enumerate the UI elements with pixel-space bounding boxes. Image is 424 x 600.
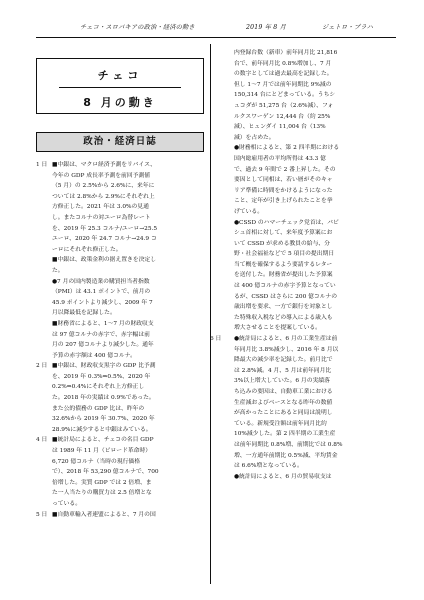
text-line	[36, 245, 206, 256]
text-line	[216, 186, 400, 197]
title-month: 8 月の動き	[83, 96, 157, 109]
text-line	[216, 122, 400, 133]
entry-text: リア準備に時間をかけるようになった	[234, 187, 333, 194]
entry-text: で、過去 9 年間で 2 番上昇した。その	[234, 166, 336, 173]
text-line	[216, 80, 400, 91]
entry-text: を、2019 年 25.3 コルナ/ユーロ→25.5	[52, 225, 158, 232]
text-line	[216, 239, 400, 250]
text-line	[216, 292, 400, 303]
entry-date: 1 日	[36, 162, 48, 168]
entry-text: 10%減少した。第 2 四半期の工業生産	[234, 431, 336, 438]
left-column	[36, 160, 206, 520]
text-line	[36, 266, 206, 277]
entry-text: ■中銀は、財政収支黒字の GDP 比予測	[52, 363, 156, 370]
text-line	[36, 308, 206, 319]
text-line	[36, 488, 206, 499]
text-line	[36, 372, 206, 383]
text-line	[216, 408, 400, 419]
entry-text: 降最大の減少率を記録した。前月比で	[234, 357, 333, 364]
text-line	[36, 361, 206, 372]
entry-text: （5 月）の 2.5%から 2.6%に、来年に	[52, 183, 155, 190]
text-line	[36, 510, 206, 521]
entry-text: た。	[52, 267, 64, 274]
entry-text: 月の 207 億コルナより減少した。通年	[52, 342, 154, 349]
page-header	[36, 22, 396, 36]
entry-text: 今年の GDP 成長率予測を前回予測値	[52, 172, 151, 179]
title-country: チェコ	[97, 69, 143, 82]
text-line	[216, 472, 400, 483]
title-box	[36, 58, 204, 114]
text-line	[216, 398, 400, 409]
text-line	[36, 202, 206, 213]
entry-text: 倍増した。実質 GDP では 2 倍増、ま	[52, 479, 152, 486]
text-line	[216, 419, 400, 430]
entry-text: は 97 億コルナの赤字で、赤字幅は前	[52, 331, 150, 338]
text-line	[36, 224, 206, 235]
entry-text: た。2018 年の実績は 0.9%であった。	[52, 395, 155, 402]
entry-text: シュ首相に対して、来年度予算案にお	[234, 230, 333, 237]
entry-text: は 400 億コルナの赤字予算となってい	[234, 283, 336, 290]
text-line	[216, 207, 400, 218]
text-line	[36, 499, 206, 510]
entry-text: いて CSSD が求める教員の給与、分	[234, 240, 330, 247]
entry-date: 6 日	[210, 336, 222, 343]
section-heading: 政治・経済日誌	[36, 132, 204, 152]
text-line	[216, 249, 400, 260]
entry-text: こと、定年が引き上げられたことを挙	[234, 198, 333, 205]
entry-text: 当て概を確保するよう要請するレター	[234, 261, 333, 268]
column-divider	[210, 44, 211, 584]
entry-text: 減）、ヒュンダイ 11,004 台（13%	[234, 124, 326, 131]
text-line	[36, 192, 206, 203]
entry-text: ルクスワーゲン 12,444 台（約 25%	[234, 113, 331, 120]
text-line	[216, 143, 400, 154]
entry-text: 増大させることを提案している。	[234, 325, 321, 332]
text-line	[36, 435, 206, 446]
entry-text: が高かったことにあると同局は説明し	[234, 410, 333, 417]
text-line	[216, 461, 400, 472]
entry-text: 28.9%に減少すると中銀はみている。	[52, 426, 152, 433]
text-line	[216, 440, 400, 451]
entry-text: 内登録台数（新車）前年同月比 21,816	[234, 50, 338, 56]
text-line	[36, 255, 206, 266]
entry-text: また公的債務の GDP 比は、昨年の	[52, 405, 145, 412]
entry-text: は 6.6%増となっている。	[234, 463, 303, 470]
text-line	[36, 330, 206, 341]
text-line	[36, 393, 206, 404]
text-line	[216, 366, 400, 377]
text-line	[216, 281, 400, 292]
entry-text: ●CSSD のハマーチェック党首は、バビ	[234, 219, 339, 226]
entry-text: 月以降最低を記録した。	[52, 310, 116, 317]
text-line	[36, 234, 206, 245]
text-line	[36, 181, 206, 192]
entry-text: 32.6%から 2019 年 30.7%、2020 年	[52, 416, 155, 423]
entry-text: 150,314 台にとどまっている。うちシ	[234, 92, 336, 99]
entry-text: ユーロ、2020 年 24.7 コルナ→24.9 コ	[52, 236, 157, 243]
text-line	[36, 414, 206, 425]
text-line	[36, 425, 206, 436]
entry-text: ち込みの要因は、自動車工業における	[234, 389, 333, 395]
entry-text: し。またコルナの対ユーロ為替レート	[52, 214, 151, 221]
text-line	[216, 154, 400, 165]
text-line	[216, 345, 400, 356]
entry-text: 3%以上増大していた。6 月の実績落	[234, 378, 330, 385]
header-author: ジェトロ・プラハ	[322, 24, 373, 31]
entry-text: は 2.8%減。4 月、5 月は前年同月比	[234, 367, 332, 374]
text-line	[216, 387, 400, 398]
text-line	[36, 457, 206, 468]
entry-text: ュコダが 51,275 台（2.6%減）、フォ	[234, 102, 334, 109]
entry-text: を、2019 年 0.3%⇒0.5%、2020 年	[52, 373, 151, 380]
entry-text: ●財務相によると、第 2 四半期における	[234, 145, 340, 152]
text-line	[216, 302, 400, 313]
entry-text: 年同月比 3.8%減少し、2016 年 8 月以	[234, 346, 339, 353]
text-line	[216, 376, 400, 387]
text-line	[216, 196, 400, 207]
text-line	[216, 228, 400, 239]
entry-text: の数字としては過去最高を記録した。	[234, 71, 333, 78]
entry-text: ■自動車輸入者連盟によると、7 月の国	[52, 511, 156, 518]
entry-text: っている。	[52, 501, 81, 507]
entry-date: 4 日	[36, 437, 48, 444]
entry-text: 6,720 億コルナ（当時の現行価格	[52, 458, 141, 465]
text-line	[216, 165, 400, 176]
text-line	[36, 160, 206, 171]
header-date: 2019 年 8 月	[246, 24, 286, 31]
entry-text: ●7 月の国内製造業の購買担当者指数	[52, 278, 150, 285]
entry-text: 方修正した。2021 年は 3.0%の見通	[52, 204, 149, 211]
entry-text: ■統計局によると、チェコの名目 GDP	[52, 437, 154, 444]
entry-text: （PMI）は 43.1 ポイントで、前月の	[52, 289, 151, 296]
entry-text: ついては 2.8%から 2.9%にそれぞれ上	[52, 193, 155, 200]
text-line	[216, 175, 400, 186]
entry-text: た特殊収入税などの導入による歳入も	[234, 314, 333, 321]
text-line	[210, 334, 400, 345]
entry-text: ●統計局によると、6 月の工業生産は前	[234, 336, 338, 343]
text-line	[36, 467, 206, 478]
text-line	[216, 133, 400, 144]
entry-text: 国内総雇用者の平均所得は 43.3 億	[234, 155, 326, 162]
entry-text: 0.2%⇒0.4%にそれぞれ上方修正し	[52, 384, 145, 391]
entry-text: ●統計局によると、6 月の貿易収支は	[234, 473, 332, 480]
text-line	[36, 171, 206, 182]
text-line	[36, 213, 206, 224]
entry-text: 要因として同相は、若い層がそのキャ	[234, 177, 333, 184]
entry-date: 2 日	[36, 363, 48, 370]
text-line	[216, 69, 400, 80]
text-line	[216, 112, 400, 123]
text-line	[216, 218, 400, 229]
title-divider	[59, 87, 181, 88]
text-line	[36, 287, 206, 298]
entry-text: るが、CSSD はさらに 200 億コルナの	[234, 293, 338, 300]
entry-text: 増、一方通年前期比 0.5%減、平均賃金	[234, 452, 338, 459]
entry-text: で）、2018 年 53,290 億コルナで、700	[52, 469, 159, 476]
header-rule	[36, 37, 396, 38]
entry-text: 野・社会福祉などで 5 項目の提出期日	[234, 251, 335, 258]
entry-text: げている。	[234, 208, 263, 215]
entry-text: を送付した。財務省が提出した予算案	[234, 272, 333, 279]
entry-text: 生産減およびベースとなる昨年の数値	[234, 399, 333, 406]
entry-text: 予算の赤字額は 400 億コルナ。	[52, 352, 136, 359]
text-line	[36, 446, 206, 457]
entry-text: ている。新規受注額は前年同月比約	[234, 420, 327, 427]
text-line	[216, 90, 400, 101]
text-line	[216, 48, 400, 59]
entry-text: 台で、前年同月比 0.8%増加し、7 月	[234, 60, 332, 67]
right-column	[210, 48, 400, 482]
entry-text: 歳出増を要求、一方で銀行を対象とし	[234, 304, 333, 311]
header-title: チェコ・スロバキアの政治・経済の動き	[80, 24, 195, 31]
text-line	[216, 451, 400, 462]
text-line	[216, 429, 400, 440]
entry-text: は前年同期比 0.8%増、前期比では 0.8%	[234, 441, 343, 448]
entry-text: 45.9 ポイントより減少し、2009 年 7	[52, 299, 153, 306]
text-line	[36, 298, 206, 309]
entry-text: ■中銀は、政策金利の据え置きを決定し	[52, 257, 157, 264]
text-line	[216, 270, 400, 281]
text-line	[36, 478, 206, 489]
entry-text: 減）を占めた。	[234, 134, 275, 141]
entry-text: ーロにそれぞれ修正した。	[52, 246, 122, 253]
text-line	[216, 101, 400, 112]
entry-text: は 1989 年 11 月（ビロード革命時）	[52, 448, 152, 455]
text-line	[216, 313, 400, 324]
text-line	[216, 323, 400, 334]
text-line	[216, 59, 400, 70]
entry-text: ■財務省によると、1～7 月の財政収支	[52, 320, 154, 327]
text-line	[36, 340, 206, 351]
text-line	[36, 404, 206, 415]
text-line	[36, 277, 206, 288]
entry-date: 5 日	[36, 511, 48, 518]
entry-text: 但し 1～7 月では前年同期比 9%減の	[234, 81, 332, 88]
entry-text: た一人当たりの購買力は 2.5 倍増とな	[52, 490, 152, 497]
text-line	[216, 260, 400, 271]
text-line	[216, 355, 400, 366]
text-line	[36, 319, 206, 330]
text-line	[36, 351, 206, 362]
text-line	[36, 382, 206, 393]
entry-text: ■中銀は、マクロ経済予測をリバイス、	[52, 162, 156, 168]
